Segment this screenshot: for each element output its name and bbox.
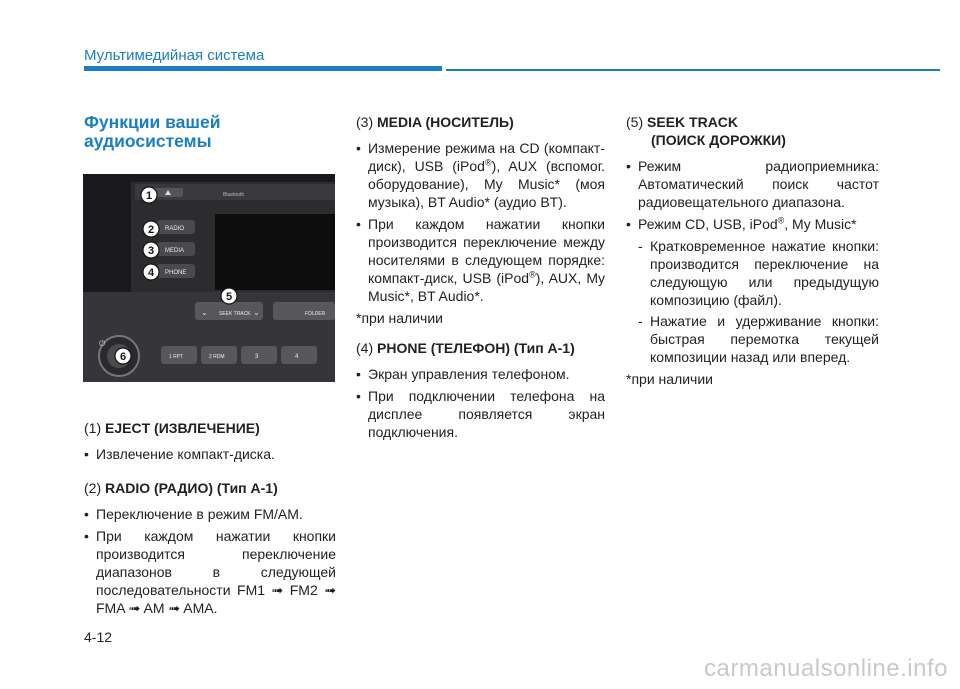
seek-track-label: SEEK TRACK	[219, 311, 251, 317]
preset-1-label: 1 RPT	[169, 354, 184, 360]
seek-heading: (5) SEEK TRACK (ПОИСК ДОРОЖКИ)	[626, 114, 786, 148]
watermark: carmanualsonline.info	[704, 655, 948, 682]
callout-4-label: 4	[147, 267, 155, 279]
seek-dash-2: - Нажатие и удерживание кнопки: быстрая перемотка текущей композиции назад или вперед.	[638, 313, 879, 365]
seek-dash-1: - Кратковременное нажатие кнопки: производится переключение на следующую или предыдущую композицию (файл).	[638, 238, 879, 308]
phone-bullet-1: • Экран управления телефоном.	[356, 365, 605, 383]
header-rule-thick	[84, 66, 442, 71]
media-bullet-1: • Измерение режима на CD (компакт-диск), USB (iPod®), AUX (вспомог. оборудование), My Music* (моя музыка), BT Audio* (аудио BT).	[356, 139, 605, 211]
seek-bullet-1: • Режим радиоприемника: Автоматический поиск частот радиовещательного диапазона.	[626, 157, 879, 211]
preset-3-label: 3	[255, 354, 259, 360]
callout-5-label: 5	[225, 291, 233, 303]
folder-button[interactable]	[273, 302, 335, 320]
eject-bullet: • Извлечение компакт-диска.	[84, 445, 336, 463]
preset-4-label: 4	[295, 354, 299, 360]
display-screen	[215, 214, 335, 290]
radio-bullet-2: • При каждом нажатии кнопки производится переключение диапазонов в следующей последовательности FM1 ➟ FM2 ➟ FMA ➟ AM ➟ AMA.	[84, 527, 336, 617]
radio-heading: (2) RADIO (РАДИО) (Тип A-1)	[84, 480, 278, 496]
preset-2-label: 2 RDM	[209, 354, 225, 360]
page-number: 4-12	[84, 629, 113, 645]
radio-bullet-1: • Переключение в режим FM/AM.	[84, 505, 336, 523]
phone-button-label: PHONE	[165, 270, 187, 276]
seek-note: *при наличии	[626, 371, 713, 387]
seek-bullet-2: • Режим CD, USB, iPod®, My Music*	[626, 215, 879, 233]
section-title: Функции вашей аудиосистемы	[84, 112, 221, 151]
column-1	[84, 419, 336, 621]
column-2	[356, 113, 605, 445]
phone-bullet-2: • При подключении телефона на дисплее появляется экран подключения.	[356, 387, 605, 441]
media-note: *при наличии	[356, 310, 443, 326]
seek-left-icon: ⌄	[201, 308, 208, 317]
callout-6-label: 6	[119, 351, 127, 363]
bluetooth-label: Bluetooth	[223, 192, 245, 198]
power-icon: ⏻	[99, 339, 106, 348]
media-button-label: MEDIA	[165, 248, 185, 254]
callout-3-label: 3	[147, 245, 155, 257]
column-3	[626, 113, 879, 388]
eject-heading: (1) EJECT (ИЗВЛЕЧЕНИЕ)	[84, 420, 260, 436]
preset-3-button[interactable]	[241, 346, 277, 364]
head-unit-photo	[83, 174, 335, 382]
radio-button-label: RADIO	[165, 226, 185, 232]
callout-2-label: 2	[147, 224, 155, 236]
callout-1-label: 1	[145, 190, 153, 202]
header-rule-thin	[446, 69, 940, 71]
phone-heading: (4) PHONE (ТЕЛЕФОН) (Тип A-1)	[356, 340, 575, 356]
header-title: Мультимедийная система	[84, 47, 265, 64]
folder-label: FOLDER	[305, 311, 326, 317]
preset-4-button[interactable]	[281, 346, 317, 364]
media-heading: (3) MEDIA (НОСИТЕЛЬ)	[356, 114, 514, 130]
media-bullet-2: • При каждом нажатии кнопки производится переключение между носителями в следующем порядке: компакт-диск, USB (iPod®), AUX, My Music*, BT Audio*.	[356, 215, 605, 305]
seek-right-icon: ⌄	[253, 308, 260, 317]
